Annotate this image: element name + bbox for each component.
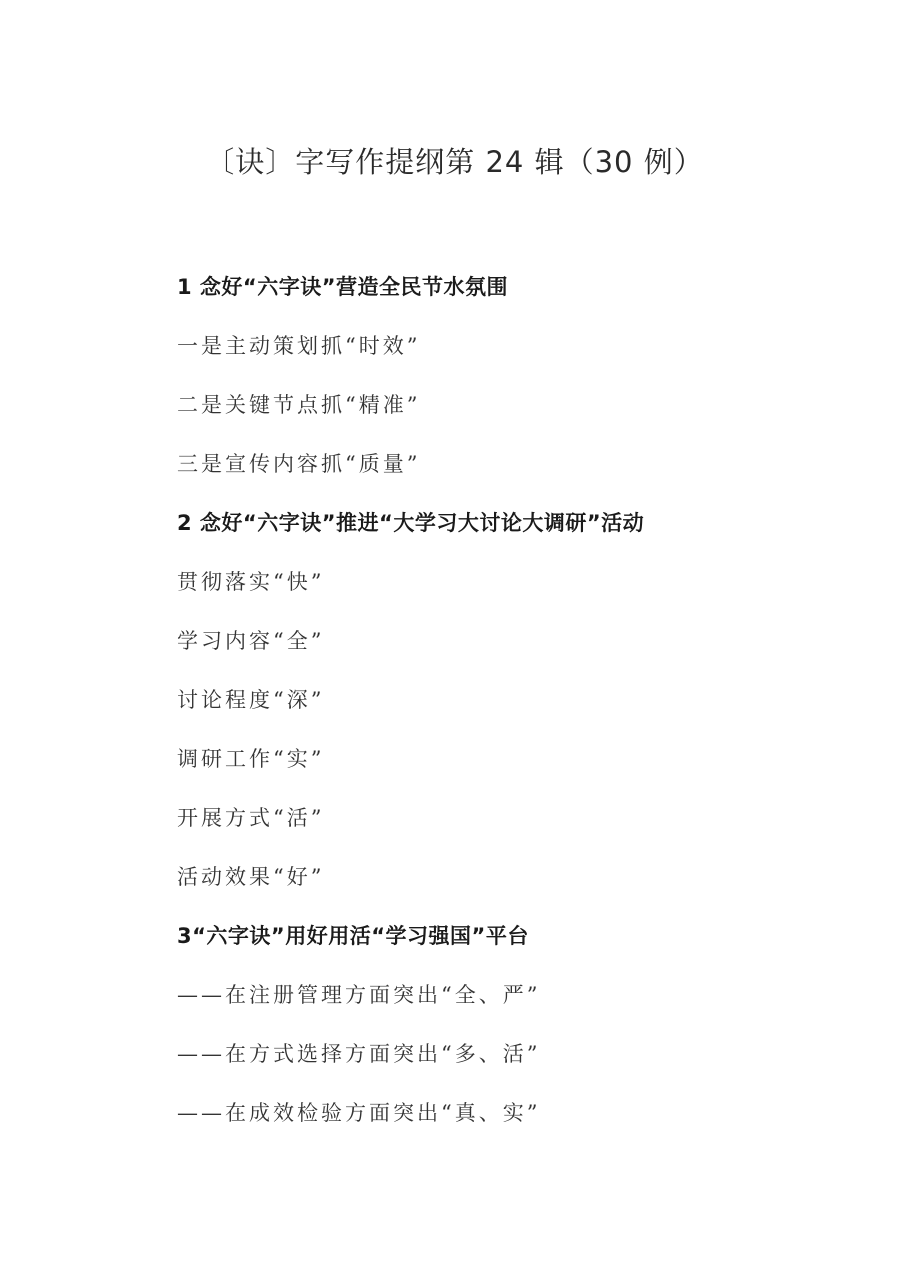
outline-body bbox=[177, 268, 877, 1153]
outline-item: 开展方式“活” bbox=[177, 806, 325, 830]
outline-item: ——在成效检验方面突出“真、实” bbox=[177, 1101, 541, 1125]
outline-item: 活动效果“好” bbox=[177, 865, 325, 889]
outline-item: ——在方式选择方面突出“多、活” bbox=[177, 1042, 541, 1066]
section-heading-3: 3“六字诀”用好用活“学习强国”平台 bbox=[177, 924, 529, 948]
outline-item: 讨论程度“深” bbox=[177, 688, 325, 712]
document-title: 〔诀〕字写作提纲第 24 辑（30 例） bbox=[205, 145, 704, 179]
outline-item: ——在注册管理方面突出“全、严” bbox=[177, 983, 541, 1007]
outline-item: 贯彻落实“快” bbox=[177, 570, 325, 594]
outline-item: 学习内容“全” bbox=[177, 629, 325, 653]
outline-item: 二是关键节点抓“精准” bbox=[177, 393, 421, 417]
outline-item: 一是主动策划抓“时效” bbox=[177, 334, 421, 358]
section-heading-1: 1 念好“六字诀”营造全民节水氛围 bbox=[177, 275, 509, 299]
outline-item: 调研工作“实” bbox=[177, 747, 325, 771]
outline-item: 三是宣传内容抓“质量” bbox=[177, 452, 421, 476]
section-heading-2: 2 念好“六字诀”推进“大学习大讨论大调研”活动 bbox=[177, 511, 645, 535]
